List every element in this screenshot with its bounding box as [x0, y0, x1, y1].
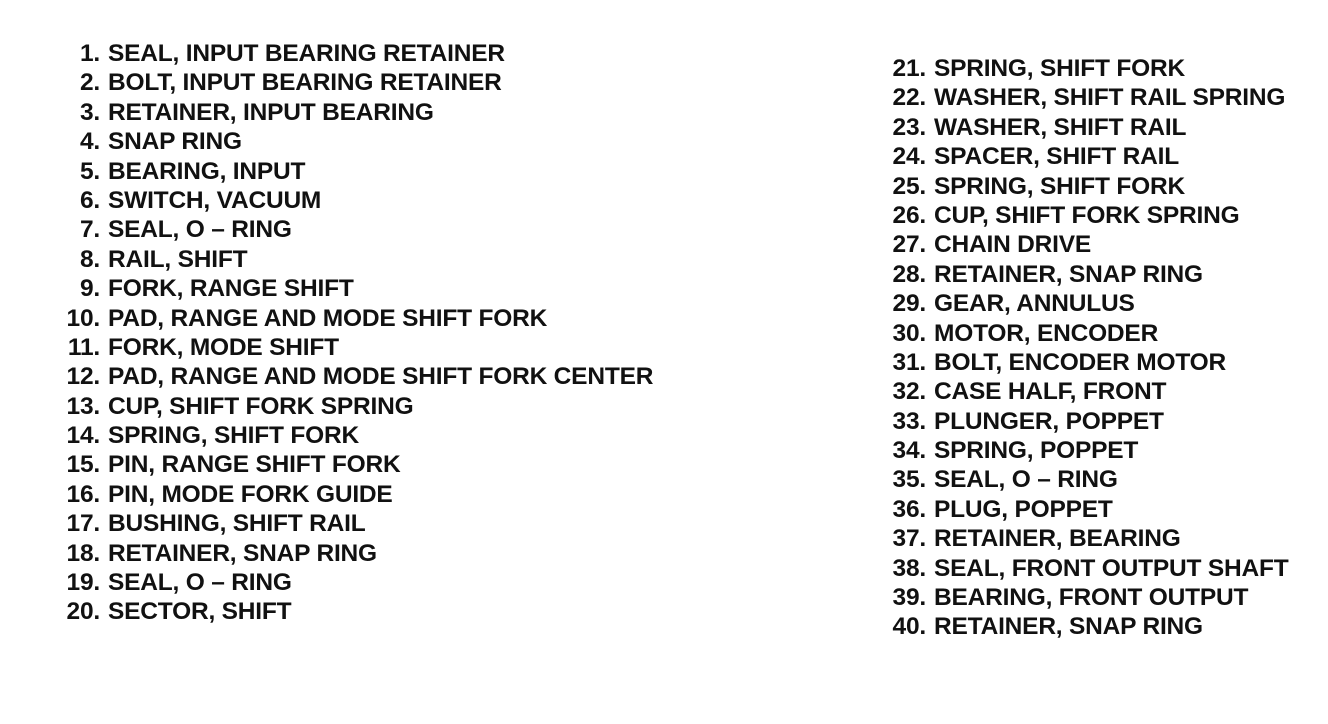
- list-item: [60, 539, 653, 568]
- item-text: SEAL, O – RING: [934, 466, 1118, 494]
- item-number: 30.: [892, 319, 926, 347]
- list-item: [60, 450, 653, 479]
- item-number: 18.: [66, 539, 100, 567]
- item-text: SPRING, SHIFT FORK: [934, 55, 1185, 82]
- item-number: 19.: [66, 569, 100, 597]
- item-number: 31.: [892, 348, 926, 376]
- list-item: [888, 230, 1289, 259]
- item-number: 23.: [892, 113, 926, 141]
- item-text: WASHER, SHIFT RAIL: [934, 113, 1187, 141]
- item-text: SECTOR, SHIFT: [108, 598, 292, 626]
- item-number: 38.: [892, 554, 926, 582]
- list-item: [888, 319, 1289, 348]
- list-item: [888, 407, 1289, 436]
- list-item: [60, 509, 653, 538]
- list-item: [888, 260, 1289, 289]
- item-text: WASHER, SHIFT RAIL SPRING: [934, 84, 1286, 112]
- parts-list-left: [60, 39, 653, 627]
- item-text: SEAL, O – RING: [108, 216, 292, 244]
- list-item: [60, 597, 653, 626]
- list-item: [888, 142, 1289, 171]
- item-number: 12.: [66, 363, 100, 391]
- item-text: RETAINER, SNAP RING: [934, 613, 1203, 641]
- item-number: 14.: [66, 422, 100, 450]
- list-item: [60, 362, 653, 391]
- item-number: 2.: [79, 69, 100, 97]
- item-number: 3.: [79, 98, 100, 126]
- item-text: PAD, RANGE AND MODE SHIFT FORK: [108, 304, 548, 332]
- item-text: SWITCH, VACUUM: [108, 186, 322, 214]
- item-text: CHAIN DRIVE: [934, 231, 1092, 259]
- item-number: 10.: [66, 304, 100, 332]
- item-number: 11.: [67, 333, 100, 361]
- item-text: SPRING, POPPET: [934, 437, 1139, 465]
- item-text: CASE HALF, FRONT: [934, 378, 1167, 406]
- list-item: [888, 289, 1289, 318]
- list-item: [60, 127, 653, 156]
- list-item: [60, 245, 653, 274]
- item-text: SEAL, FRONT OUTPUT SHAFT: [934, 554, 1289, 582]
- item-number: 37.: [892, 525, 926, 553]
- item-text: BEARING, INPUT: [108, 157, 306, 185]
- item-text: CUP, SHIFT FORK SPRING: [934, 201, 1240, 229]
- item-text: SPACER, SHIFT RAIL: [934, 143, 1180, 171]
- list-item: [60, 274, 653, 303]
- list-item: [888, 612, 1289, 641]
- list-item: [888, 83, 1289, 112]
- list-item: [60, 215, 653, 244]
- list-item: [888, 113, 1289, 142]
- list-item: [60, 68, 653, 97]
- item-text: PLUG, POPPET: [934, 495, 1113, 523]
- item-number: 28.: [892, 260, 926, 288]
- item-number: 22.: [892, 84, 926, 112]
- item-text: PIN, MODE FORK GUIDE: [108, 480, 393, 508]
- item-text: SEAL, INPUT BEARING RETAINER: [108, 40, 505, 67]
- item-number: 13.: [66, 392, 100, 420]
- item-text: RETAINER, SNAP RING: [934, 260, 1203, 288]
- list-item: [888, 436, 1289, 465]
- item-text: SPRING, SHIFT FORK: [934, 172, 1185, 200]
- list-item: [60, 186, 653, 215]
- item-number: 4.: [79, 128, 100, 156]
- list-item: [60, 333, 653, 362]
- list-item: [888, 583, 1289, 612]
- item-number: 7.: [79, 216, 100, 244]
- item-text: CUP, SHIFT FORK SPRING: [108, 392, 414, 420]
- item-number: 1.: [79, 40, 100, 67]
- list-item: [60, 568, 653, 597]
- item-text: PIN, RANGE SHIFT FORK: [108, 451, 401, 479]
- list-item: [888, 554, 1289, 583]
- list-item: [888, 465, 1289, 494]
- item-number: 21.: [892, 55, 926, 82]
- item-text: SEAL, O – RING: [108, 569, 292, 597]
- item-text: RAIL, SHIFT: [108, 245, 248, 273]
- item-text: GEAR, ANNULUS: [934, 290, 1135, 318]
- item-text: BOLT, ENCODER MOTOR: [934, 348, 1227, 376]
- list-item: [888, 495, 1289, 524]
- item-number: 17.: [66, 510, 100, 538]
- item-text: BUSHING, SHIFT RAIL: [108, 510, 366, 538]
- item-number: 24.: [892, 143, 926, 171]
- item-text: MOTOR, ENCODER: [934, 319, 1159, 347]
- list-item: [60, 392, 653, 421]
- parts-list-right: [888, 54, 1289, 642]
- item-text: RETAINER, INPUT BEARING: [108, 98, 434, 126]
- list-item: [60, 157, 653, 186]
- item-number: 26.: [892, 201, 926, 229]
- item-number: 5.: [79, 157, 100, 185]
- item-number: 33.: [892, 407, 926, 435]
- list-item: [60, 480, 653, 509]
- item-text: FORK, MODE SHIFT: [108, 333, 339, 361]
- item-text: BOLT, INPUT BEARING RETAINER: [108, 69, 502, 97]
- list-item: [60, 98, 653, 127]
- list-item: [888, 524, 1289, 553]
- item-text: BEARING, FRONT OUTPUT: [934, 584, 1249, 612]
- item-number: 25.: [892, 172, 926, 200]
- list-item: [888, 201, 1289, 230]
- item-text: PLUNGER, POPPET: [934, 407, 1164, 435]
- item-number: 29.: [892, 290, 926, 318]
- item-text: SNAP RING: [108, 128, 242, 156]
- list-item: [888, 348, 1289, 377]
- item-number: 6.: [79, 186, 100, 214]
- item-number: 27.: [892, 231, 926, 259]
- item-number: 40.: [892, 613, 926, 641]
- list-item: [60, 421, 653, 450]
- item-number: 20.: [66, 598, 100, 626]
- list-item: [60, 304, 653, 333]
- item-text: PAD, RANGE AND MODE SHIFT FORK CENTER: [108, 363, 654, 391]
- list-item: [888, 54, 1289, 83]
- item-number: 32.: [892, 378, 926, 406]
- list-item: [60, 39, 653, 68]
- list-item: [888, 377, 1289, 406]
- item-text: RETAINER, BEARING: [934, 525, 1181, 553]
- item-number: 16.: [66, 480, 100, 508]
- item-number: 39.: [892, 584, 926, 612]
- item-text: RETAINER, SNAP RING: [108, 539, 377, 567]
- item-text: SPRING, SHIFT FORK: [108, 422, 359, 450]
- item-text: FORK, RANGE SHIFT: [108, 275, 354, 303]
- item-number: 9.: [79, 275, 100, 303]
- item-number: 15.: [66, 451, 100, 479]
- list-item: [888, 172, 1289, 201]
- item-number: 36.: [892, 495, 926, 523]
- item-number: 35.: [892, 466, 926, 494]
- item-number: 34.: [892, 437, 926, 465]
- item-number: 8.: [79, 245, 100, 273]
